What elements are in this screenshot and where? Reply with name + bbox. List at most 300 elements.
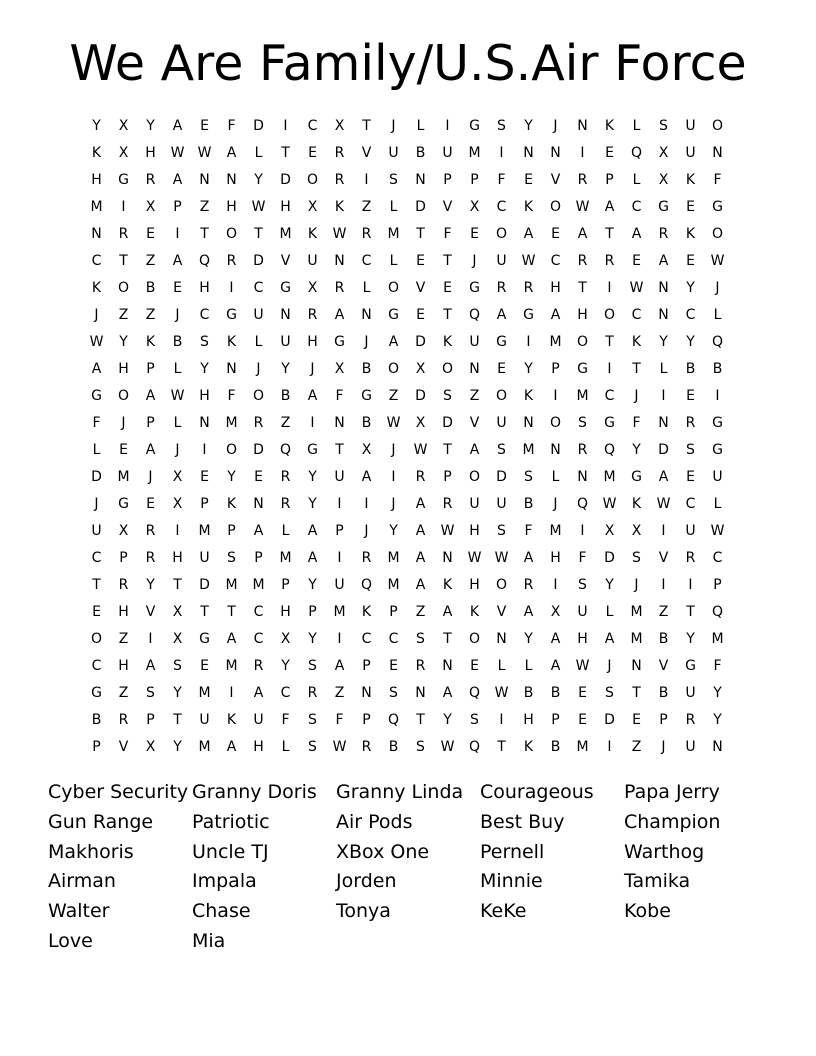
grid-letter: X <box>334 360 345 377</box>
grid-letter: U <box>496 495 507 512</box>
grid-letter: K <box>226 333 237 350</box>
grid-letter: V <box>469 414 480 431</box>
grid-letter: P <box>362 657 371 674</box>
grid-letter: A <box>334 657 345 674</box>
grid-letter: G <box>577 360 588 377</box>
grid-letter: Y <box>200 360 209 377</box>
grid-letter: O <box>495 576 508 593</box>
word-list-item: Minnie <box>480 870 543 893</box>
grid-letter: R <box>253 657 264 674</box>
grid-letter: E <box>551 225 560 242</box>
grid-letter: Y <box>389 522 398 539</box>
grid-letter: Z <box>658 603 669 620</box>
grid-letter: U <box>469 495 480 512</box>
grid-letter: W <box>656 495 671 512</box>
grid-letter: P <box>389 603 398 620</box>
grid-letter: K <box>523 738 534 755</box>
grid-letter: S <box>200 333 209 350</box>
grid-letter: L <box>281 522 290 539</box>
grid-letter: W <box>440 522 455 539</box>
grid-letter: H <box>118 603 129 620</box>
grid-letter: O <box>711 225 724 242</box>
grid-letter: K <box>91 279 102 296</box>
grid-letter: P <box>254 549 263 566</box>
grid-letter: F <box>281 711 290 728</box>
grid-letter: J <box>94 306 99 323</box>
grid-letter: Q <box>711 603 724 620</box>
grid-letter: W <box>494 549 509 566</box>
grid-letter: P <box>551 360 560 377</box>
puzzle-title: We Are Family/U.S.Air Force <box>69 35 747 92</box>
grid-letter: H <box>469 522 480 539</box>
grid-letter: X <box>172 495 183 512</box>
grid-letter: G <box>469 279 480 296</box>
word-list-item: Mia <box>192 929 226 952</box>
word-list-item: Tamika <box>624 870 691 893</box>
grid-letter: R <box>658 225 669 242</box>
grid-letter: O <box>387 279 400 296</box>
grid-letter: E <box>470 225 479 242</box>
grid-letter: Z <box>118 306 129 323</box>
grid-letter: Y <box>524 360 533 377</box>
grid-letter: W <box>602 495 617 512</box>
grid-letter: X <box>280 630 291 647</box>
grid-letter: T <box>443 306 452 323</box>
grid-letter: W <box>413 441 428 458</box>
grid-letter: M <box>225 414 238 431</box>
grid-letter: I <box>580 144 585 161</box>
grid-letter: O <box>225 441 238 458</box>
grid-letter: B <box>361 414 372 431</box>
grid-letter: U <box>334 576 345 593</box>
grid-letter: S <box>578 414 587 431</box>
grid-letter: N <box>334 414 345 431</box>
grid-letter: N <box>712 144 723 161</box>
grid-letter: L <box>632 117 641 134</box>
grid-letter: B <box>280 387 291 404</box>
grid-letter: N <box>631 657 642 674</box>
grid-letter: U <box>577 603 588 620</box>
grid-letter: X <box>604 522 615 539</box>
grid-letter: A <box>523 225 534 242</box>
grid-letter: C <box>253 630 264 647</box>
grid-letter: V <box>658 657 669 674</box>
grid-letter: W <box>89 333 104 350</box>
grid-letter: L <box>254 144 263 161</box>
grid-letter: X <box>361 441 372 458</box>
grid-letter: D <box>199 576 210 593</box>
grid-letter: T <box>254 225 263 242</box>
grid-letter: Y <box>146 576 155 593</box>
grid-letter: E <box>200 657 209 674</box>
grid-letter: B <box>523 495 534 512</box>
grid-letter: H <box>523 711 534 728</box>
grid-letter: R <box>334 144 345 161</box>
grid-letter: O <box>576 333 589 350</box>
grid-letter: B <box>388 738 399 755</box>
grid-letter: P <box>470 171 479 188</box>
grid-letter: E <box>443 279 452 296</box>
grid-letter: S <box>659 117 668 134</box>
grid-letter: F <box>443 225 452 242</box>
grid-letter: Z <box>145 252 156 269</box>
grid-letter: E <box>308 144 317 161</box>
grid-letter: I <box>607 360 612 377</box>
word-list-item: Patriotic <box>192 810 270 833</box>
grid-letter: D <box>415 198 426 215</box>
grid-letter: Z <box>388 387 399 404</box>
grid-letter: L <box>605 603 614 620</box>
grid-letter: R <box>307 684 318 701</box>
grid-letter: Q <box>468 738 481 755</box>
grid-letter: X <box>172 603 183 620</box>
grid-letter: I <box>337 549 342 566</box>
grid-letter: C <box>361 630 372 647</box>
grid-letter: J <box>175 306 180 323</box>
grid-letter: L <box>497 657 506 674</box>
grid-letter: I <box>283 117 288 134</box>
word-list-item: KeKe <box>480 900 527 923</box>
grid-letter: X <box>631 522 642 539</box>
grid-letter: X <box>658 171 669 188</box>
grid-letter: C <box>280 684 291 701</box>
grid-letter: E <box>632 252 641 269</box>
grid-letter: U <box>334 468 345 485</box>
grid-letter: I <box>499 711 504 728</box>
grid-letter: A <box>604 630 615 647</box>
grid-letter: T <box>416 225 425 242</box>
grid-letter: N <box>442 549 453 566</box>
grid-letter: J <box>121 414 126 431</box>
grid-letter: W <box>386 414 401 431</box>
grid-letter: G <box>604 414 615 431</box>
grid-letter: K <box>361 603 372 620</box>
grid-letter: N <box>199 171 210 188</box>
grid-letter: E <box>254 468 263 485</box>
grid-letter: I <box>553 576 558 593</box>
grid-letter: T <box>443 252 452 269</box>
grid-letter: Y <box>443 711 452 728</box>
grid-letter: F <box>713 171 722 188</box>
grid-letter: E <box>686 198 695 215</box>
grid-letter: A <box>145 657 156 674</box>
grid-letter: Q <box>576 495 589 512</box>
grid-letter: U <box>307 252 318 269</box>
grid-letter: G <box>91 684 102 701</box>
grid-letter: C <box>91 657 102 674</box>
grid-letter: T <box>281 144 290 161</box>
grid-letter: T <box>335 441 344 458</box>
word-list-item: Best Buy <box>480 810 565 833</box>
grid-letter: H <box>280 603 291 620</box>
grid-letter: V <box>550 171 561 188</box>
grid-letter: B <box>550 738 561 755</box>
grid-letter: W <box>332 738 347 755</box>
grid-letter: J <box>148 468 153 485</box>
grid-letter: R <box>604 252 615 269</box>
grid-letter: A <box>523 603 534 620</box>
grid-letter: S <box>308 711 317 728</box>
grid-letter: V <box>442 198 453 215</box>
grid-letter: R <box>334 171 345 188</box>
grid-letter: X <box>334 117 345 134</box>
grid-letter: J <box>715 279 720 296</box>
grid-letter: A <box>442 684 453 701</box>
grid-letter: A <box>415 576 426 593</box>
grid-letter: I <box>607 738 612 755</box>
grid-letter: A <box>631 225 642 242</box>
grid-letter: K <box>307 225 318 242</box>
grid-letter: E <box>470 657 479 674</box>
grid-letter: O <box>225 225 238 242</box>
grid-letter: Y <box>308 630 317 647</box>
grid-letter: I <box>337 630 342 647</box>
grid-letter: N <box>577 117 588 134</box>
grid-letter: C <box>253 603 264 620</box>
grid-letter: P <box>173 198 182 215</box>
grid-letter: J <box>94 495 99 512</box>
grid-letter: B <box>415 144 426 161</box>
grid-letter: M <box>630 603 643 620</box>
grid-letter: M <box>198 684 211 701</box>
grid-letter: E <box>686 387 695 404</box>
grid-letter: S <box>686 441 695 458</box>
grid-letter: U <box>496 252 507 269</box>
grid-letter: E <box>416 252 425 269</box>
grid-letter: X <box>658 144 669 161</box>
grid-letter: U <box>469 333 480 350</box>
grid-letter: Z <box>145 306 156 323</box>
grid-letter: L <box>713 495 722 512</box>
grid-letter: G <box>118 171 129 188</box>
grid-letter: I <box>607 279 612 296</box>
grid-letter: H <box>91 171 102 188</box>
grid-letter: S <box>443 387 452 404</box>
grid-letter: F <box>497 171 506 188</box>
grid-letter: G <box>118 495 129 512</box>
grid-letter: S <box>524 468 533 485</box>
grid-letter: S <box>308 657 317 674</box>
grid-letter: M <box>225 576 238 593</box>
grid-letter: U <box>685 144 696 161</box>
grid-letter: H <box>550 549 561 566</box>
grid-letter: C <box>685 495 696 512</box>
grid-letter: I <box>364 495 369 512</box>
grid-letter: E <box>146 495 155 512</box>
grid-letter: T <box>605 225 614 242</box>
grid-letter: O <box>306 171 319 188</box>
grid-letter: U <box>388 144 399 161</box>
grid-letter: E <box>146 225 155 242</box>
grid-letter: N <box>91 225 102 242</box>
grid-letter: J <box>634 387 639 404</box>
grid-letter: F <box>92 414 101 431</box>
grid-letter: D <box>415 387 426 404</box>
grid-letter: A <box>496 306 507 323</box>
grid-letter: R <box>334 279 345 296</box>
grid-letter: J <box>553 117 558 134</box>
grid-letter: O <box>495 225 508 242</box>
grid-letter: Z <box>631 738 642 755</box>
grid-letter: L <box>389 252 398 269</box>
grid-letter: Q <box>603 441 616 458</box>
word-list-item: Gun Range <box>48 810 154 833</box>
word-list-item: Warthog <box>624 840 705 863</box>
word-list-item: Cyber Security <box>48 781 189 803</box>
grid-letter: N <box>550 144 561 161</box>
grid-letter: O <box>468 468 481 485</box>
grid-letter: T <box>416 711 425 728</box>
grid-letter: O <box>117 279 130 296</box>
grid-letter: D <box>604 549 615 566</box>
letter-grid <box>83 112 731 760</box>
grid-letter: F <box>335 387 344 404</box>
grid-letter: W <box>197 144 212 161</box>
grid-letter: L <box>713 306 722 323</box>
grid-letter: I <box>499 144 504 161</box>
grid-letter: I <box>121 198 126 215</box>
grid-letter: K <box>442 576 453 593</box>
grid-letter: O <box>387 360 400 377</box>
grid-letter: K <box>469 603 480 620</box>
grid-letter: Y <box>119 333 128 350</box>
grid-letter: I <box>364 171 369 188</box>
grid-letter: D <box>253 117 264 134</box>
grid-letter: S <box>632 549 641 566</box>
grid-letter: R <box>118 576 129 593</box>
grid-letter: D <box>604 711 615 728</box>
grid-letter: G <box>226 306 237 323</box>
grid-letter: A <box>226 738 237 755</box>
grid-letter: S <box>389 684 398 701</box>
grid-letter: R <box>442 495 453 512</box>
grid-letter: J <box>553 495 558 512</box>
grid-letter: N <box>334 252 345 269</box>
grid-letter: L <box>92 441 101 458</box>
grid-letter: S <box>173 657 182 674</box>
grid-letter: F <box>713 657 722 674</box>
grid-letter: N <box>442 657 453 674</box>
grid-letter: P <box>659 711 668 728</box>
grid-letter: S <box>146 684 155 701</box>
grid-letter: O <box>549 198 562 215</box>
grid-letter: X <box>307 279 318 296</box>
grid-letter: C <box>604 387 615 404</box>
grid-letter: H <box>226 198 237 215</box>
grid-letter: C <box>361 252 372 269</box>
grid-letter: O <box>549 414 562 431</box>
grid-letter: L <box>281 738 290 755</box>
grid-letter: B <box>172 333 183 350</box>
grid-letter: P <box>362 711 371 728</box>
grid-letter: F <box>578 549 587 566</box>
grid-letter: J <box>634 576 639 593</box>
grid-letter: A <box>307 522 318 539</box>
grid-letter: K <box>334 198 345 215</box>
grid-letter: N <box>658 306 669 323</box>
grid-letter: Y <box>308 576 317 593</box>
grid-letter: K <box>604 117 615 134</box>
grid-letter: C <box>712 549 723 566</box>
grid-letter: X <box>145 738 156 755</box>
grid-letter: P <box>443 171 452 188</box>
grid-letter: T <box>362 117 371 134</box>
grid-letter: Z <box>334 684 345 701</box>
grid-letter: E <box>524 171 533 188</box>
word-list-item: Uncle TJ <box>192 840 269 863</box>
grid-letter: N <box>469 360 480 377</box>
grid-letter: U <box>685 117 696 134</box>
grid-letter: H <box>199 279 210 296</box>
grid-letter: A <box>469 441 480 458</box>
grid-letter: M <box>468 144 481 161</box>
grid-letter: E <box>632 711 641 728</box>
grid-letter: O <box>252 387 265 404</box>
grid-letter: U <box>685 738 696 755</box>
grid-letter: X <box>172 630 183 647</box>
grid-letter: X <box>118 522 129 539</box>
grid-letter: W <box>575 657 590 674</box>
grid-letter: R <box>226 252 237 269</box>
grid-letter: L <box>416 117 425 134</box>
grid-letter: O <box>441 360 454 377</box>
grid-letter: Q <box>198 252 211 269</box>
grid-letter: W <box>467 549 482 566</box>
grid-letter: Y <box>524 630 533 647</box>
grid-letter: T <box>173 576 182 593</box>
grid-letter: U <box>253 306 264 323</box>
grid-letter: P <box>92 738 101 755</box>
grid-letter: E <box>389 657 398 674</box>
grid-letter: Q <box>711 333 724 350</box>
grid-letter: A <box>226 630 237 647</box>
grid-letter: V <box>658 549 669 566</box>
grid-letter: E <box>686 468 695 485</box>
grid-letter: A <box>658 468 669 485</box>
grid-letter: X <box>118 144 129 161</box>
grid-letter: J <box>391 441 396 458</box>
grid-letter: S <box>416 630 425 647</box>
grid-letter: A <box>145 441 156 458</box>
grid-letter: V <box>361 144 372 161</box>
grid-letter: N <box>280 306 291 323</box>
grid-letter: I <box>661 576 666 593</box>
grid-letter: B <box>145 279 156 296</box>
grid-letter: L <box>659 360 668 377</box>
grid-letter: N <box>550 441 561 458</box>
grid-letter: M <box>549 522 562 539</box>
grid-letter: L <box>173 414 182 431</box>
word-list-item: Air Pods <box>336 810 413 833</box>
grid-letter: N <box>523 144 534 161</box>
grid-letter: C <box>631 306 642 323</box>
grid-letter: M <box>198 522 211 539</box>
grid-letter: R <box>145 522 156 539</box>
grid-letter: Y <box>146 117 155 134</box>
grid-letter: S <box>578 576 587 593</box>
grid-letter: C <box>307 117 318 134</box>
grid-letter: V <box>145 603 156 620</box>
grid-letter: V <box>415 279 426 296</box>
grid-letter: M <box>576 738 589 755</box>
grid-letter: F <box>524 522 533 539</box>
grid-letter: P <box>200 495 209 512</box>
grid-letter: R <box>577 252 588 269</box>
grid-letter: A <box>550 657 561 674</box>
grid-letter: O <box>90 630 103 647</box>
grid-letter: E <box>416 306 425 323</box>
grid-letter: Z <box>361 198 372 215</box>
